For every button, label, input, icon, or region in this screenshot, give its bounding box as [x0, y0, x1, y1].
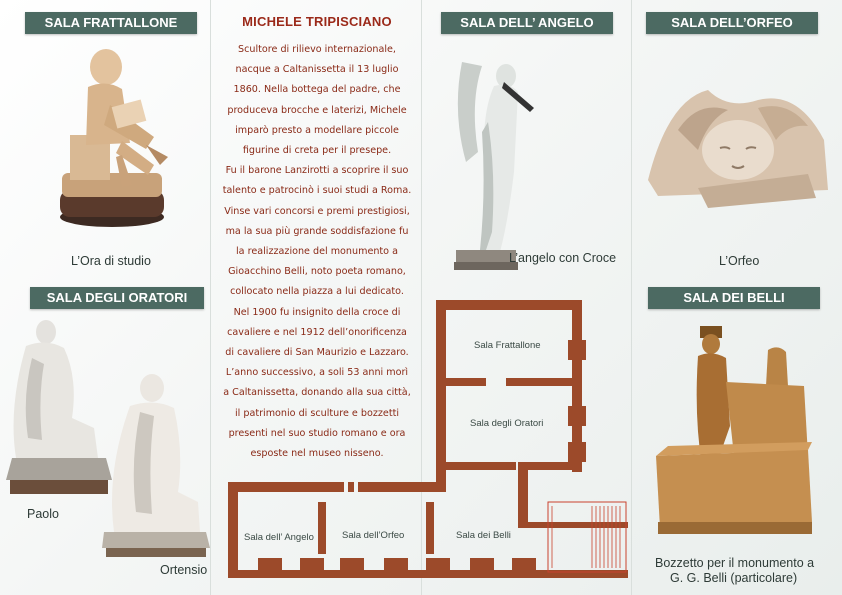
caption-bozzetto-line2: G. G. Belli (particolare): [670, 571, 798, 585]
paolo-photo: [2, 318, 114, 498]
room-label-orfeo: Sala dell’Orfeo: [342, 530, 405, 541]
bio-line: cavaliere e nel 1912 dell’onorificenza: [227, 326, 407, 338]
bio-line: L’anno successivo, a soli 53 anni morì: [225, 367, 409, 379]
bio-title: MICHELE TRIPISCIANO: [242, 14, 392, 29]
caption-bozzetto-line1: Bozzetto per il monumento a: [655, 556, 815, 570]
header-sala-frattallone: SALA FRATTALLONE: [25, 12, 197, 34]
bio-line: nacque a Caltanissetta il 13 luglio: [235, 64, 399, 76]
bio-line: 1860. Nella bottega del padre, che: [233, 84, 401, 96]
bio-line: collocato nella piazza a lui dedicato.: [230, 286, 404, 298]
bio-line: Nel 1900 fu insignito della croce di: [233, 306, 401, 318]
bio-line: presenti nel suo studio romano e ora: [228, 427, 406, 439]
ortensio-photo: [100, 372, 212, 557]
bozzetto-belli-photo: [648, 326, 816, 542]
bio-line: a Caltanissetta, donando alla sua città,: [223, 387, 411, 399]
bio-line: Vinse vari concorsi e premi prestigiosi,: [224, 205, 410, 217]
bio-line: Scultore di rilievo internazionale,: [238, 44, 396, 55]
header-sala-orfeo: SALA DELL’ORFEO: [646, 12, 818, 34]
bio-line: figurine di creta per il presepe.: [242, 145, 392, 157]
ora-di-studio-photo: [50, 45, 180, 230]
bio-line: talento e patrocinò i suoi studi a Roma.: [222, 185, 412, 197]
bio-line: Gioacchino Belli, noto poeta romano,: [228, 266, 406, 278]
header-sala-belli: SALA DEI BELLI: [648, 287, 820, 309]
room-label-oratori: Sala degli Oratori: [470, 418, 544, 429]
bio-line: imparò presto a modellare piccole: [235, 124, 399, 136]
caption-ortensio: Ortensio: [160, 563, 208, 577]
caption-angelo-con-croce: L’angelo con Croce: [509, 251, 617, 265]
room-label-angelo: Sala dell’ Angelo: [244, 532, 314, 543]
caption-paolo: Paolo: [27, 507, 59, 521]
caption-ora-di-studio: L’Ora di studio: [71, 254, 151, 268]
bio-line: il patrimonio di sculture e bozzetti: [234, 407, 400, 419]
room-label-belli: Sala dei Belli: [456, 530, 511, 541]
museum-floor-plan: [222, 296, 632, 582]
header-sala-oratori: SALA DEGLI ORATORI: [30, 287, 204, 309]
bio-line: la realizzazione del monumento a: [236, 246, 398, 258]
bio-line: di cavaliere di San Maurizio e Lazzaro.: [225, 347, 409, 359]
bio-line: ma la sua più grande soddisfazione fu: [225, 225, 409, 237]
bio-line: Fu il barone Lanzirotti a scoprire il suo: [225, 165, 409, 177]
angelo-con-croce-photo: [448, 52, 540, 270]
header-sala-angelo: SALA DELL’ ANGELO: [441, 12, 613, 34]
bio-line: produceva brocche e laterizi, Michele: [227, 104, 407, 116]
caption-orfeo: L’Orfeo: [719, 254, 760, 268]
orfeo-photo: [638, 70, 834, 210]
room-label-frattallone: Sala Frattallone: [474, 340, 541, 351]
bio-line: esposte nel museo nisseno.: [250, 448, 384, 460]
